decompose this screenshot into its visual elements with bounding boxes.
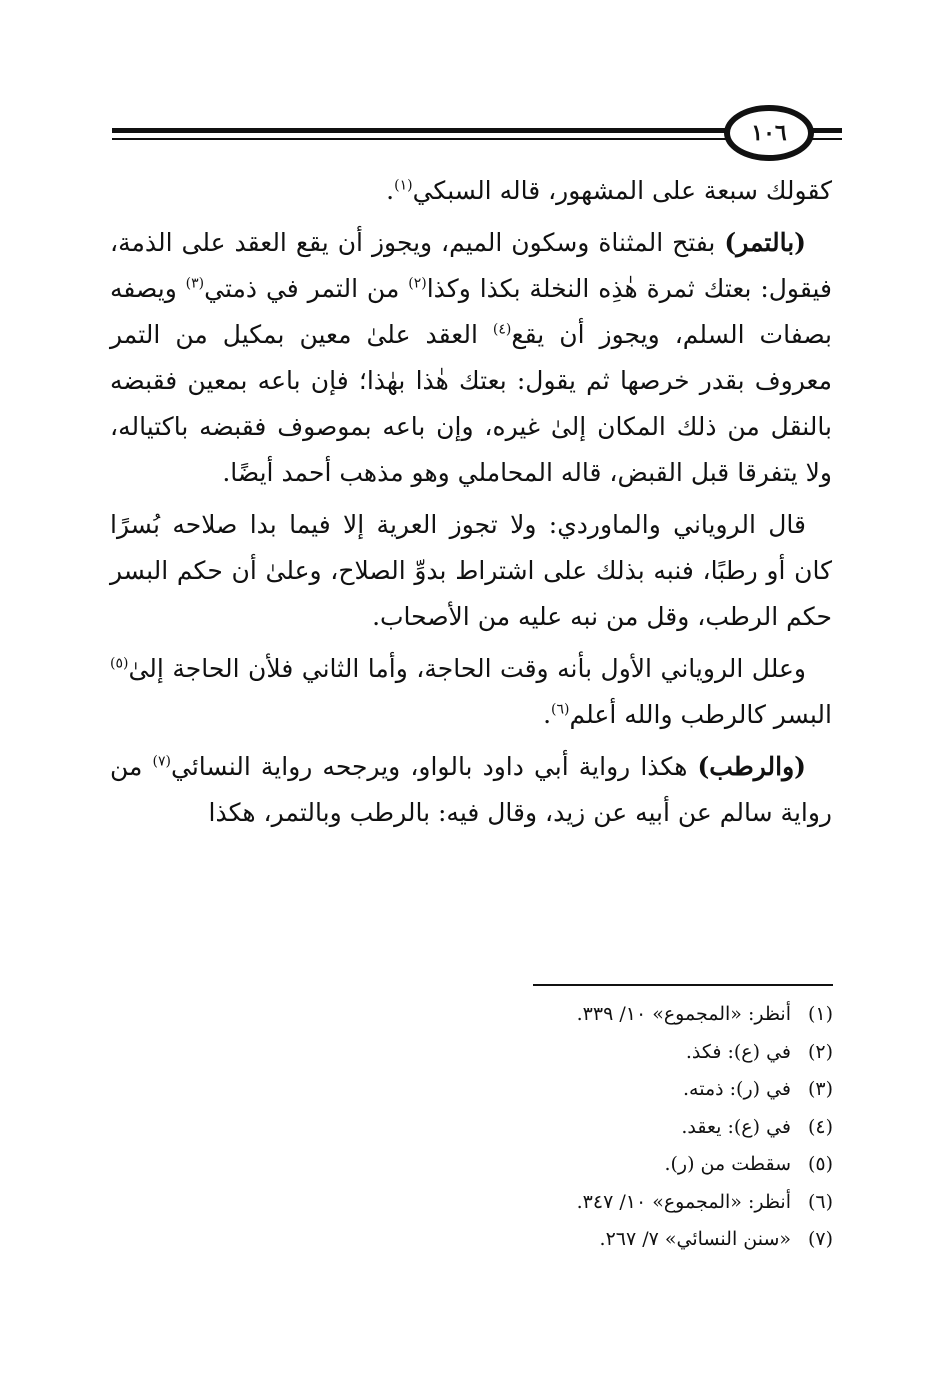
paragraph-text: . xyxy=(386,176,395,205)
footnote-item xyxy=(330,996,833,1034)
paragraph-text: قال الروياني والماوردي: ولا تجوز العرية إلا فيما بدا صلاحه بُسرًا كان أو رطبًا، فنبه بذلك على اشتراط بدوِّ الصلاح، وعلىٰ أن حكم البسر حكم الرطب، وقل من نبه عليه من الأصحاب. xyxy=(110,510,832,631)
paragraph xyxy=(110,220,832,496)
footnote-item xyxy=(330,1071,833,1109)
footnote-number: (٧) xyxy=(807,1228,833,1250)
paragraph-text: ويصفه بصفات السلم، ويجوز أن يقع xyxy=(110,274,832,349)
paragraph xyxy=(110,744,832,836)
paragraph-text: . xyxy=(543,700,552,729)
footnote-reference[interactable]: (٤) xyxy=(492,321,512,338)
footnote-text: في (ع): فكذ. xyxy=(685,1040,791,1063)
footnote-number: (٦) xyxy=(807,1190,833,1213)
footnote-separator xyxy=(533,984,833,986)
paragraph-text: كقولك سبعة على المشهور، قاله السبكي xyxy=(412,176,832,205)
footnote-reference[interactable]: (١) xyxy=(394,177,413,194)
footnote-text: «سنن النسائي» ٧/ ٢٦٧. xyxy=(599,1228,791,1250)
footnotes xyxy=(330,996,833,1259)
lemma-term: (والرطب) xyxy=(697,752,806,781)
footnote-number: (٤) xyxy=(807,1115,833,1138)
footnote-number: (٢) xyxy=(807,1040,833,1063)
paragraph-text: هكذا رواية أبي داود بالواو، ويرجحه رواية النسائي xyxy=(170,752,698,781)
footnote-number: (٥) xyxy=(807,1153,833,1175)
footnote-reference[interactable]: (٢) xyxy=(408,275,427,292)
footnote-text: أنظر: «المجموع» ١٠/ ٣٤٧. xyxy=(576,1190,791,1213)
paragraph-text: البسر كالرطب والله أعلم xyxy=(569,700,832,729)
paragraph-text: وعلل الروياني الأول بأنه وقت الحاجة، وأما الثاني فلأن الحاجة إلىٰ xyxy=(128,654,806,683)
footnote-text: في (ع): يعقد. xyxy=(681,1115,791,1138)
header-rule-thick xyxy=(112,128,730,133)
paragraph xyxy=(110,502,832,640)
lemma-term: (بالتمر) xyxy=(724,228,806,257)
footnote-item xyxy=(330,1109,833,1147)
header-rule-thin xyxy=(112,138,730,140)
footnote-reference[interactable]: (٥) xyxy=(110,655,129,672)
header-rule-stub xyxy=(812,138,842,140)
paragraph-text: من التمر في ذمتي xyxy=(204,274,409,303)
main-text xyxy=(110,168,832,842)
paragraph xyxy=(110,646,832,738)
paragraph xyxy=(110,168,832,214)
footnote-reference[interactable]: (٦) xyxy=(551,701,570,718)
footnote-reference[interactable]: (٧) xyxy=(152,753,171,770)
paragraph-text: من رواية سالم عن أبيه عن زيد، وقال فيه: بالرطب وبالتمر، هكذا xyxy=(110,752,832,827)
footnote-number: (٣) xyxy=(807,1078,833,1100)
footnote-text: في (ر): ذمته. xyxy=(683,1078,791,1100)
footnote-reference[interactable]: (٣) xyxy=(185,275,205,292)
footnote-item xyxy=(330,1221,833,1259)
footnote-number: (١) xyxy=(807,1003,833,1025)
paragraph-text: بفتح المثناة وسكون الميم، ويجوز أن يقع العقد على الذمة، فيقول: بعتك ثمرة هٰذِه النخلة بكذا وكذا xyxy=(110,228,832,303)
footnote-item xyxy=(330,1034,833,1072)
header-rule-stub xyxy=(812,128,842,133)
footnote-text: أنظر: «المجموع» ١٠/ ٣٣٩. xyxy=(576,1003,791,1025)
footnote-text: سقطت من (ر). xyxy=(664,1153,791,1175)
footnote-item xyxy=(330,1146,833,1184)
page-number-badge xyxy=(724,105,814,161)
page-number: ١٠٦ xyxy=(751,120,787,146)
footnote-item xyxy=(330,1184,833,1222)
paragraph-text: العقد علىٰ معين بمكيل من التمر معروف بقدر خرصها ثم يقول: بعتك هٰذا بهٰذا؛ فإن باعه بمعين فقبضه بالنقل من ذلك المكان إلىٰ غيره، وإن باعه بموصوف فقبضه باكتياله، ولا يتفرقا قبل القبض، قاله المحاملي وهو مذهب أحمد أيضًا. xyxy=(110,320,832,487)
